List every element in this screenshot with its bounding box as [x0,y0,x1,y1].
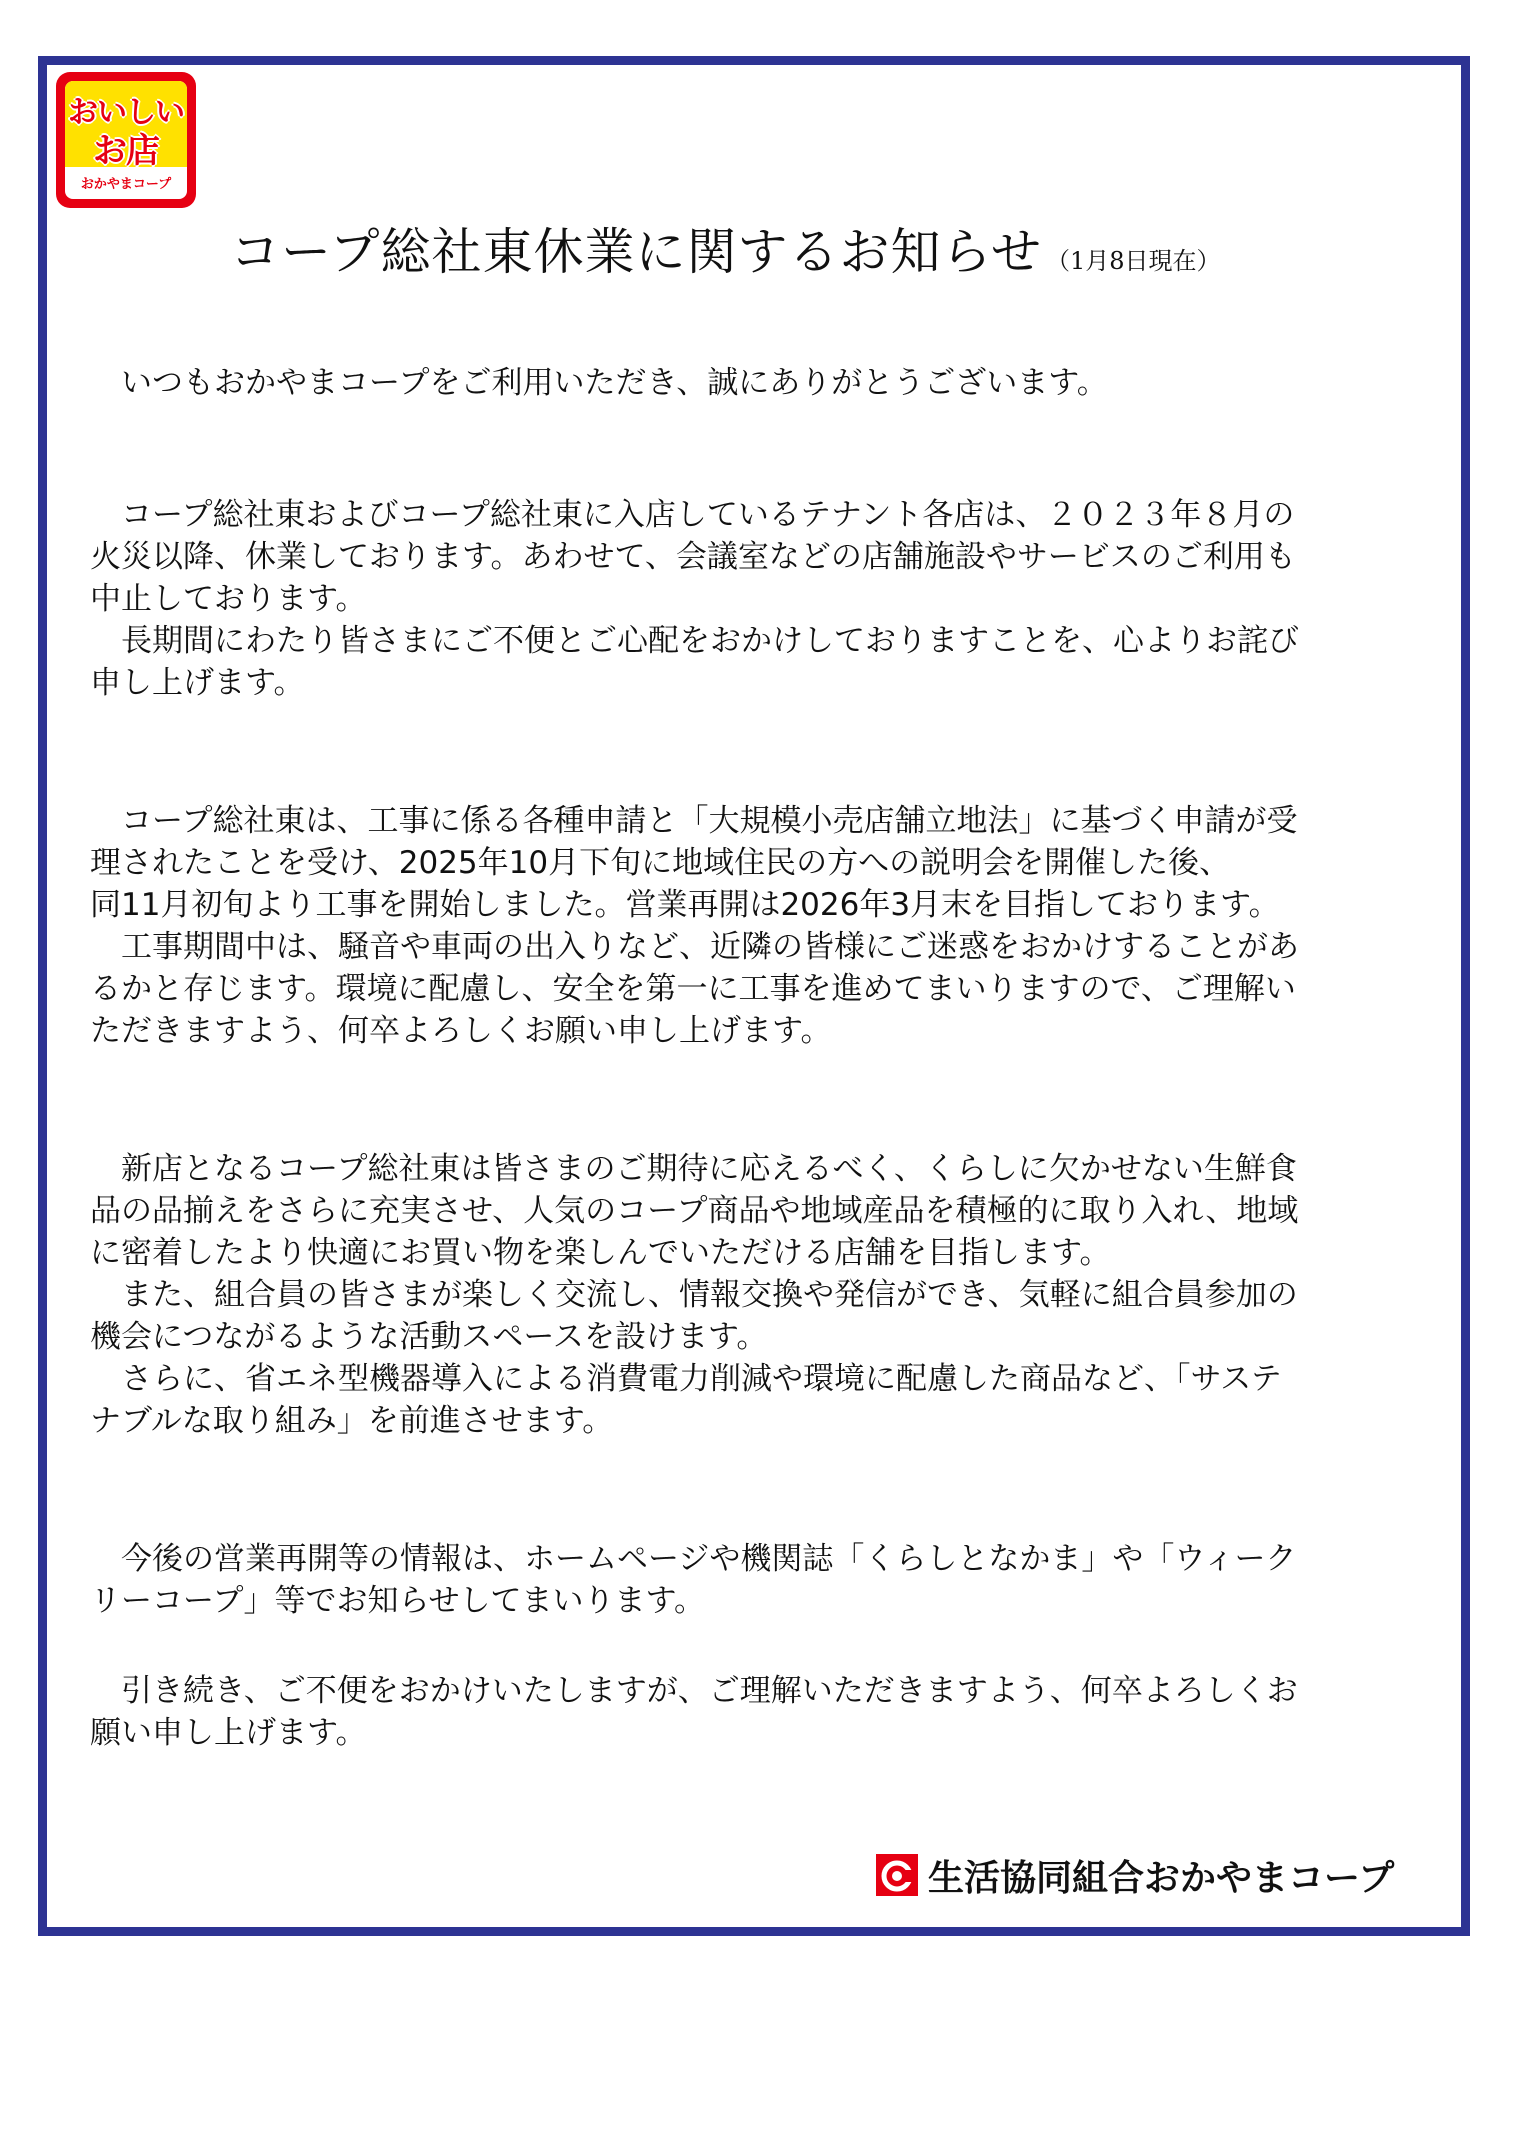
paragraph-apology: 長期間にわたり皆さまにご不便とご心配をおかけしておりますことを、心よりお詫び 申し上げます。 [90,623,1299,701]
logo-text-line2: お店 [93,131,159,171]
paragraph-new-store: 新店となるコープ総社東は皆さまのご期待に応えるべく、くらしに欠かせない生鮮食 品の品揃えをさらに充実させ、人気のコープ商品や地域産品を積極的に取り入れ、地域 に密着したより快適にお買い物を楽しんでいただける店舗を目指します。 [90,1151,1299,1271]
greeting-block [90,362,1410,404]
logo-subtext: おかやまコープ [80,177,172,192]
notice-title [230,212,1221,284]
paragraph-construction: コープ総社東は、工事に係る各種申請と「大規模小売店舗立地法」に基づく申請が受 理されたことを受け、2025年10月下旬に地域住民の方への説明会を開催した後、 同11月初旬より工事を開始しました。営業再開は2026年3月末を目指しております。 [90,803,1298,923]
paragraph-closing: 引き続き、ご不便をおかけいたしますが、ご理解いただきますよう、何卒よろしくお 願い申し上げます。 [90,1673,1298,1751]
closure-block [90,494,1410,704]
coop-mark-icon [876,1854,918,1896]
paragraph-construction-notice: 工事期間中は、騒音や車両の出入りなど、近隣の皆様にご迷惑をおかけすることがあ るかと存じます。環境に配慮し、安全を第一に工事を進めてまいりますので、ご理解い ただきますよう、何卒よろしくお願い申し上げます。 [90,929,1299,1049]
oishii-omise-logo [56,72,196,208]
paragraph-activity-space: また、組合員の皆さまが楽しく交流し、情報交換や発信ができ、気軽に組合員参加の 機会につながるような活動スペースを設けます。 [90,1277,1298,1355]
paragraph-sustainable: さらに、省エネ型機器導入による消費電力削減や環境に配慮した商品など、「サステ ナブルな取り組み」を前進させます。 [90,1361,1282,1439]
paragraph-information: 今後の営業再開等の情報は、ホームページや機関誌「くらしとなかま」や「ウィーク リーコープ」等でお知らせしてまいります。 [90,1541,1297,1619]
closing-block [90,1670,1410,1754]
logo-inner-panel [65,81,187,199]
okayama-coop-footer-logo [876,1852,1394,1898]
new-store-block [90,1148,1410,1442]
paragraph-closure: コープ総社東およびコープ総社東に入店しているテナント各店は、２０２３年８月の 火災以降、休業しております。あわせて、会議室などの店舗施設やサービスのご利用も 中止しております。 [90,497,1296,617]
info-block [90,1538,1410,1622]
title-main-text: コープ総社東休業に関するお知らせ [230,223,1042,281]
construction-block [90,800,1410,1052]
footer-org-name: 生活協同組合おかやまコープ [928,1857,1395,1899]
title-date-note: （1月8日現在） [1046,247,1221,275]
logo-text-line1: おいしい [68,95,184,130]
paragraph-greeting: いつもおかやまコープをご利用いただき、誠にありがとうございます。 [90,365,1108,401]
